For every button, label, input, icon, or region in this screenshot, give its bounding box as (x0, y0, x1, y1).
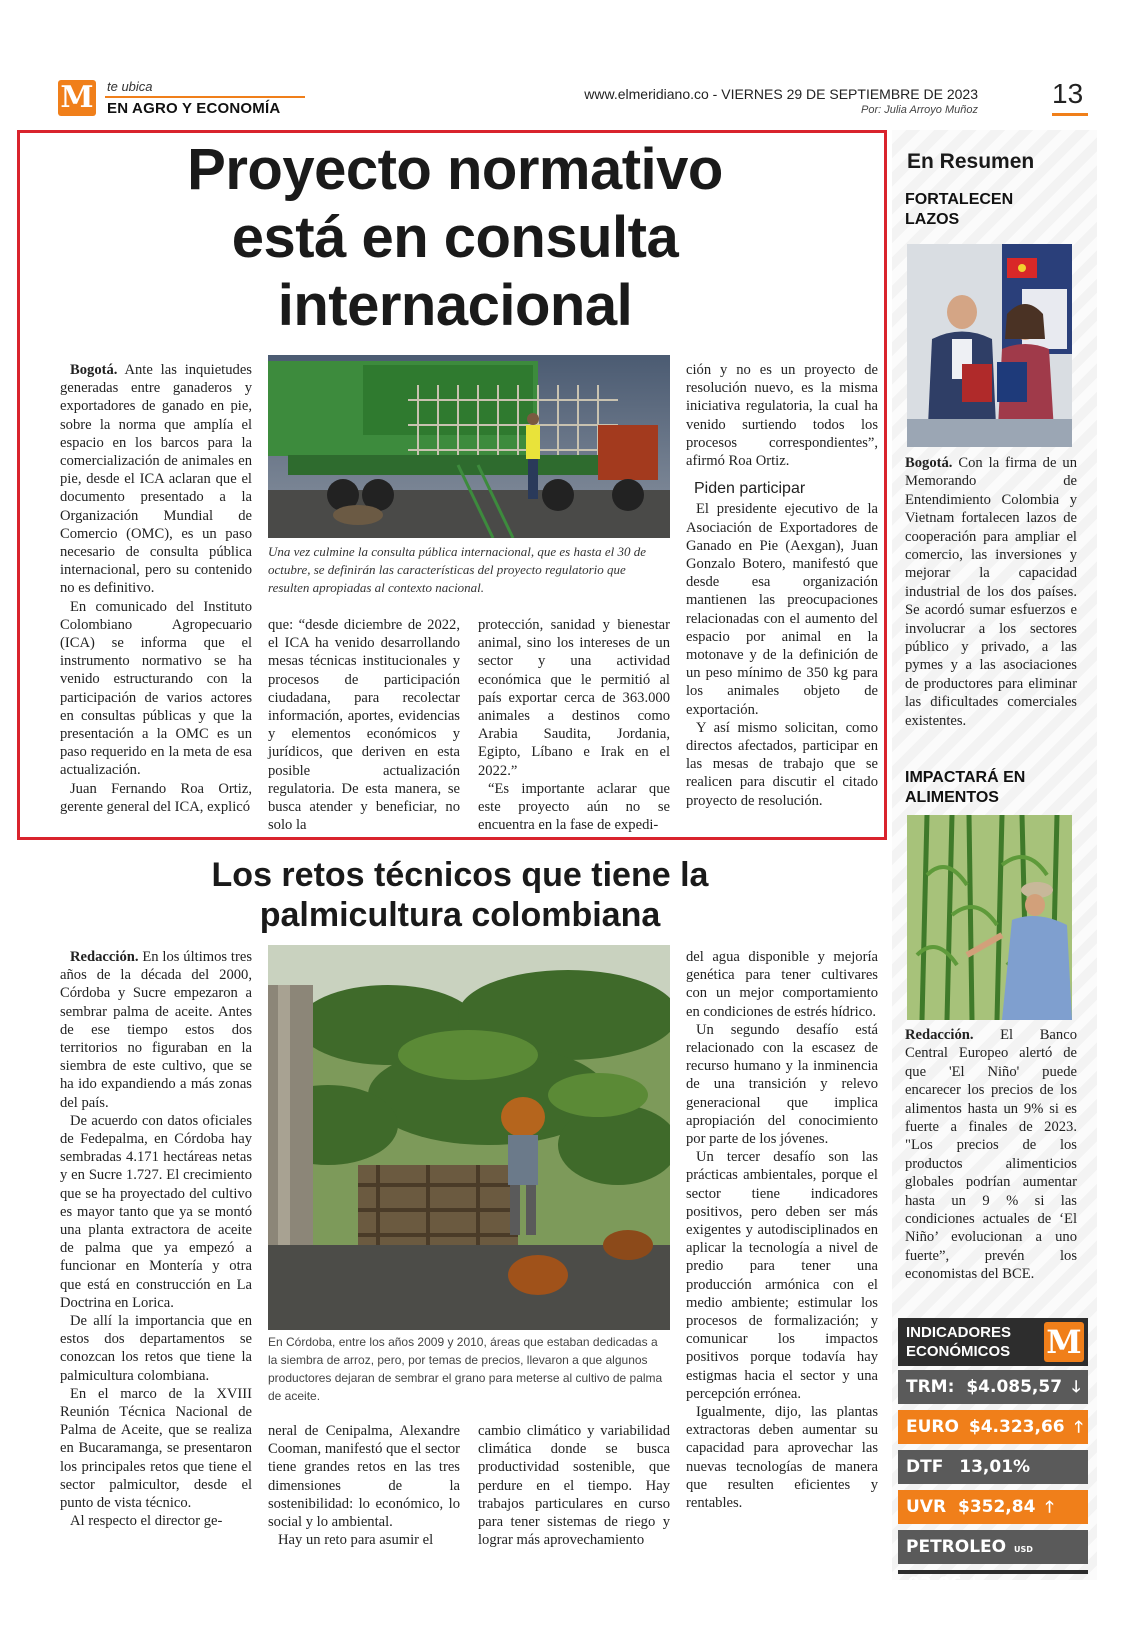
paragraph: De allí la importancia que en estos dos departamentos se conozcan los retos que tiene la palmicultura colombiana. (60, 1313, 252, 1384)
paragraph: neral de Cenipalma, Alexandre Cooman, manifestó que el sector tiene grandes retos en las tres dimensiones de la sostenibilidad: lo económico, lo social y lo ambiental. (268, 1423, 460, 1531)
arrow-up-icon: 🡑 (1074, 1417, 1083, 1436)
sidebar-heading: En Resumen (907, 150, 1035, 173)
article1-column-4 (686, 361, 878, 810)
article2-column-4 (686, 948, 878, 1512)
indicator-trm: TRM: $4.085,57 🡓 (898, 1370, 1088, 1404)
paragraph: En comunicado del Instituto Colombiano Agropecuario (ICA) se informa que el instrumento normativo se ha venido estructurando con la participación de varios actores en consultas públicas y que la presentación a la OMC es un paso requerido en la meta de esa actualización. (60, 598, 252, 779)
indicators-bottom-bar (898, 1570, 1088, 1574)
subheading: Piden participar (694, 480, 806, 498)
dateline: Redacción. (905, 1027, 974, 1043)
paragraph: Hay un reto para asumir el (278, 1532, 434, 1549)
arrow-down-icon: 🡓 (1071, 1377, 1081, 1396)
article1-column-3 (478, 616, 670, 834)
sidebar-item2-text: Redacción. El Banco Central Europeo alertó de que 'El Niño' puede encarecer los precios de los alimentos hasta un 9% si es fuerte a finales de 2023. "Los precios de los productos alimenticios globales podrían aumentar hasta un 9 % si las condiciones actuales de ‘El Niño’ evolucionan a uno fuerte”, prevén los economistas del BCE. (905, 1027, 1077, 1283)
section-logo (58, 80, 96, 116)
headline-line-3: internacional (277, 273, 633, 338)
section-tagline: te ubica (107, 79, 153, 94)
section-name: EN AGRO Y ECONOMÍA (107, 100, 281, 117)
paragraph: El presidente ejecutivo de la Asociación de Exportadores de Ganado en Pie (Aexgan), Juan Gonzalo Botero, manifestó que desde esa organización mantienen las preocupaciones relacionadas con el aumento del espacio por animal en la motonave y de la definición de un peso mínimo de 350 kg para los animales objeto de exportación. (686, 501, 878, 718)
signing-illustration (907, 244, 1072, 447)
indicators-header (898, 1318, 1088, 1366)
paragraph: “Es importante aclarar que este proyecto aún no se encuentra en la fase de expedi- (478, 780, 670, 834)
paragraph: protección, sanidad y bienestar animal, sino los intereses de un sector y una actividad económica que le permitió al país exportar cerca de 363.000 animales a destinos como Arabia Saudita, Jordania, Egipto, Líbano e Irak en el 2022.” (478, 617, 670, 779)
page-number-underline (1052, 113, 1088, 116)
article1-column-1: Bogotá. Ante las inquietudes generadas entre ganaderos y exportadores de ganado en pie, sobre la norma que amplía el espacio en los barcos para la comercialización de animales en pie, desde el ICA aclaran que el documento presentado a la Organización Mundial de Comercio (OMC), es un paso necesario de consulta pública internacional, pero su contenido no es definitivo. En comunicado del Instituto Colombiano Agropecuario (ICA) se informa que el instrumento normativo se ha venido estructurando con la participación de varios actores en consultas públicas y que la presentación a la OMC es un paso requerido en la meta de esa actualización. Juan Fernando Roa Ortiz, gerente general del ICA, explicó (60, 362, 252, 815)
corn-field-photo (907, 815, 1072, 1020)
article2-column-1: Redacción. En los últimos tres años de la década del 2000, Córdoba y Sucre empezaron a sembrar palma de aceite. Antes de ese tiempo estos dos territorios no figuraban en la siembra de este cultivo, que se ha ido expandiendo a más zonas del país. De acuerdo con datos oficiales de Fedepalma, en Córdoba hay sembradas 4.171 hectáreas netas y en Sucre 1.727. El crecimiento que se ha proyectado del cultivo es mayor tanto que ya se montó una planta extractora de aceite de palma que ya empezó a funcionar en Montería y otra que está en construcción en La Doctrina en Lorica. De allí la importancia que en estos dos departamentos se conozcan los retos que tiene la palmicultura colombiana. En el marco de la XVIII Reunión Técnica Nacional de Palma de Aceite, que se realiza en Bucaramanga, se presentaron los principales retos que tiene el sector palmicultor, desde el punto de vista técnico. Al respecto el director ge- (60, 949, 252, 1530)
paragraph: que: “desde diciembre de 2022, el ICA ha venido desarrollando mesas técnicas institucionales y procesos de participación ciudadana, para recolectar información, aportes, evidencias y elementos económicos y jurídicos, que deriven en esta posible actualización regulatoria. De esta manera, se busca atender y beneficiar, no solo la (268, 617, 460, 834)
sidebar-item1-text: Bogotá. Con la firma de un Memorando de Entendimiento Colombia y Vietnam fortalecen lazos de cooperación para ampliar el comercio, las inversiones y mejorar la capacidad industrial de los dos países. Se acordó sumar esfuerzos e involucrar a los sectores público y privado, a las pymes y a las asociaciones de productores para eliminar las dificultades comerciales existentes. (905, 455, 1077, 729)
section-underline (105, 96, 305, 98)
byline: Por: Julia Arroyo Muñoz (861, 104, 978, 116)
logo-letter: M (60, 80, 94, 115)
indicator-dtf: DTF 13,01% (898, 1450, 1088, 1484)
arrow-up-icon: 🡑 (1045, 1497, 1054, 1516)
paragraph: Juan Fernando Roa Ortiz, gerente general del ICA, explicó (60, 780, 252, 815)
paragraph: De acuerdo con datos oficiales de Fedepalma, en Córdoba hay sembradas 4.171 hectáreas netas y en Sucre 1.727. El crecimiento que se ha proyectado del cultivo es mayor tanto que ya se montó una planta extractora de aceite de palma que ya empezó a funcionar en Montería y otra que está en construcción en La Doctrina en Lorica. (60, 1112, 252, 1311)
photo-caption: Una vez culmine la consulta pública internacional, que es hasta el 30 de octubre, se definirán las características del proyecto regulatorio que resulten apropiadas al contexto nacional. (268, 544, 647, 595)
paragraph: ción y no es un proyecto de resolución nuevo, es la misma iniciativa regulatoria, la cual ha venido surtiendo todos los procesos correspondientes”, afirmó Roa Ortiz. (686, 362, 878, 470)
article2-column-2 (268, 1422, 460, 1549)
corn-illustration (907, 815, 1072, 1020)
paragraph: Al respecto el director ge- (70, 1513, 223, 1530)
dateline: Bogotá. (905, 455, 953, 471)
palm-worker-illustration (268, 945, 670, 1330)
indicator-petroleo: PETROLEO USD 93,06 🡓 (898, 1530, 1088, 1564)
article2-column-3 (478, 1422, 670, 1549)
article2-headline (60, 855, 860, 935)
palm-harvest-photo (268, 945, 670, 1330)
indicator-uvr: UVR $352,84 🡑 (898, 1490, 1088, 1524)
headline-line-2: palmicultura colombiana (259, 896, 661, 934)
arrow-down-icon: 🡓 (969, 1574, 979, 1593)
article-headline (40, 136, 870, 340)
paragraph: Igualmente, dijo, las plantas extractoras deben aumentar su capacidad para aprovechar las nuevas tecnologías de manera que resulten eficientes y rentables. (686, 1404, 878, 1512)
paragraph: Y así mismo solicitan, como directos afectados, participar en las mesas de trabajo que se realicen para discutir el citado proyecto de resolución. (686, 719, 878, 809)
headline-line-1: Los retos técnicos que tiene la (211, 856, 709, 894)
dateline: Bogotá. (70, 362, 118, 378)
sidebar-item1-title: FORTALECEN LAZOS (905, 191, 1014, 228)
paragraph: cambio climático y variabilidad climática donde se busca productividad sostenible, que perdure en el tiempo. Hay trabajos particulares en curso para tener sistemas de riego y lograr más aprovechamiento (478, 1423, 670, 1549)
paragraph: Un segundo desafío está relacionado con la escasez de recurso humano y la inminencia de una transición y relevo generacional que implica apropiación del conocimiento por parte de los jóvenes. (686, 1021, 878, 1148)
cattle-truck-illustration (268, 355, 670, 538)
sidebar-item2-title: IMPACTARÁ EN ALIMENTOS (905, 769, 1026, 806)
indicators-logo (1044, 1322, 1084, 1362)
dateline: Redacción. (70, 949, 139, 965)
indicator-euro: EURO $4.323,66 🡑 (898, 1410, 1088, 1444)
headline-line-2: está en consulta (231, 205, 679, 270)
paragraph: En el marco de la XVIII Reunión Técnica Nacional de Palma de Aceite, que se realiza en Bucaramanga, se presentaron los principales retos que tiene el sector palmicultor, desde el punto de vista técnico. (60, 1385, 252, 1512)
cattle-truck-photo (268, 355, 670, 538)
page-number: 13 (1052, 78, 1084, 109)
paragraph: Un tercer desafío son las prácticas ambientales, porque el sector tiene indicadores positivos, pero deben ser más exigentes y autodisciplinados en aplicar la tecnología a nivel de predio para tener una producción armónica con el medio ambiente; estimular los procesos de formalización; y comunicar los impactos positivos porque todavía hay estigmas hacia el sector y una percepción errónea. (686, 1149, 878, 1402)
headline-line-1: Proyecto normativo (187, 137, 723, 202)
logo-letter: M (1046, 1323, 1082, 1361)
photo-caption: En Córdoba, entre los años 2009 y 2010, áreas que estaban dedicadas a la siembra de arroz, pero, por temas de precios, llevaron a que algunos productores dejaran de sembrar el grano para meterse al cultivo de palma de aceite. (268, 1335, 663, 1403)
paragraph: del agua disponible y mejoría genética para tener cultivares con un mejor comportamiento en condiciones de estrés hídrico. (686, 949, 878, 1020)
article1-column-2 (268, 616, 460, 834)
website-date: www.elmeridiano.co - VIERNES 29 DE SEPTIEMBRE DE 2023 (584, 86, 978, 102)
signing-ceremony-photo (907, 244, 1072, 447)
indicators-title: INDICADORES ECONÓMICOS (906, 1324, 1012, 1360)
